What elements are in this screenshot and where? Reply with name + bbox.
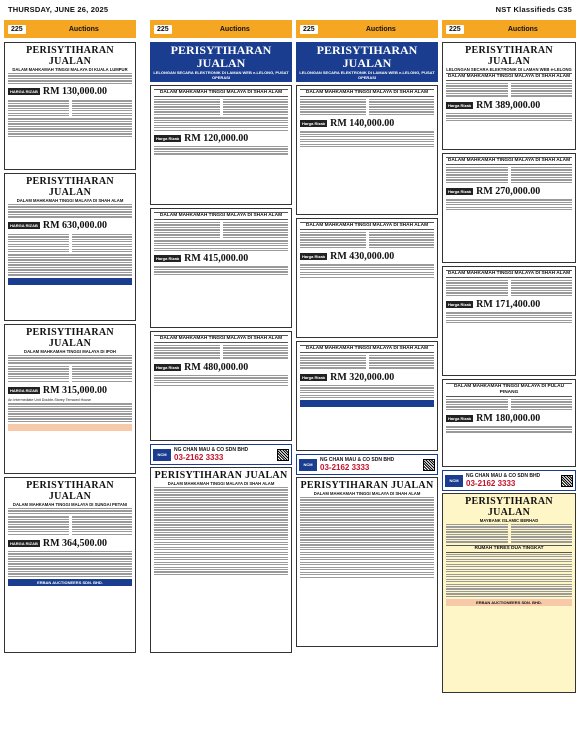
ad-price bbox=[8, 86, 132, 97]
ad-parties bbox=[446, 82, 572, 98]
ad-price bbox=[300, 118, 434, 129]
page-section-label: NST Klassifieds C35 bbox=[495, 4, 572, 14]
ad-price bbox=[154, 362, 288, 373]
auction-ad bbox=[4, 42, 136, 170]
ad-price bbox=[446, 186, 572, 197]
ad-title: PERISYTIHARAN JUALAN bbox=[154, 470, 288, 481]
ad-price bbox=[446, 100, 572, 111]
price-value: RM 130,000.00 bbox=[42, 86, 108, 98]
price-tag: Harga Rizab bbox=[448, 189, 472, 195]
price-tag: Harga Rizab bbox=[302, 121, 326, 127]
ad-text-block bbox=[8, 355, 132, 364]
ad-text-block bbox=[154, 240, 288, 251]
auction-banner bbox=[150, 42, 292, 82]
ad-price bbox=[446, 413, 572, 424]
ad-court: DALAM MAHKAMAH TINGGI MALAYA DI IPOH bbox=[24, 349, 116, 354]
ad-text-block bbox=[446, 426, 572, 432]
ad-text-block bbox=[8, 204, 132, 218]
column-2 bbox=[150, 42, 292, 727]
section-header-4 bbox=[442, 20, 576, 38]
ad-parties bbox=[154, 221, 288, 239]
ad-court: DALAM MAHKAMAH TINGGI MALAYA DI PULAU PINANG bbox=[446, 383, 572, 397]
ad-parties bbox=[8, 99, 132, 117]
auction-ad bbox=[296, 477, 438, 647]
price-value: RM 430,000.00 bbox=[330, 251, 395, 263]
section-header-3 bbox=[296, 20, 438, 38]
auction-ad bbox=[150, 331, 292, 441]
ad-title: PERISYTIHARAN JUALAN bbox=[26, 327, 114, 349]
auction-ad bbox=[442, 266, 576, 376]
price-tag: Harga Rizab bbox=[302, 374, 326, 380]
price-value: RM 270,000.00 bbox=[476, 186, 541, 198]
ad-parties bbox=[8, 365, 132, 383]
ad-court: DALAM MAHKAMAH TINGGI MALAYA DI SHAH ALAM bbox=[154, 212, 288, 220]
auction-ad bbox=[442, 379, 576, 467]
price-tag: Harga Rizab bbox=[156, 256, 180, 262]
ad-subtitle: LELONGAN SECARA ELEKTRONIK DI LAMAN WEB e-LELONG, PUSAT OPERASI bbox=[153, 70, 289, 80]
ad-notice-strip bbox=[300, 400, 434, 407]
ad-parties bbox=[446, 166, 572, 184]
ad-court: DALAM MAHKAMAH TINGGI MALAYA DI KUALA LUMPUR bbox=[12, 67, 128, 72]
price-value: RM 320,000.00 bbox=[330, 371, 395, 383]
price-tag: Harga Rizab bbox=[448, 102, 472, 108]
price-tag: HARGA RIZAB bbox=[10, 222, 38, 228]
auction-ad bbox=[150, 208, 292, 328]
ad-text-block bbox=[300, 264, 434, 278]
auction-ad bbox=[442, 42, 576, 150]
ad-text-block bbox=[300, 385, 434, 399]
ad-court: DALAM MAHKAMAH TINGGI MALAYA DI SHAH ALAM bbox=[447, 271, 571, 276]
ad-court: DALAM MAHKAMAH TINGGI MALAYA DI SHAH ALAM bbox=[16, 198, 124, 203]
price-value: RM 315,000.00 bbox=[42, 384, 108, 396]
ad-price bbox=[8, 538, 132, 549]
section-title: Auctions bbox=[507, 25, 538, 33]
auction-ad bbox=[296, 218, 438, 338]
auctioneer-contact bbox=[296, 454, 438, 475]
ad-court: DALAM MAHKAMAH TINGGI MALAYA DI SHAH ALAM bbox=[300, 222, 434, 230]
ad-text-block bbox=[446, 199, 572, 210]
section-number: 225 bbox=[8, 25, 26, 34]
page-date: THURSDAY, JUNE 26, 2025 bbox=[8, 4, 109, 14]
price-tag: HARGA RIZAB bbox=[10, 89, 38, 95]
price-value: RM 364,500.00 bbox=[42, 537, 108, 549]
auctioneer-logo: NCM bbox=[299, 459, 317, 471]
auctioneer-contact bbox=[150, 444, 292, 465]
section-header-2 bbox=[150, 20, 292, 38]
auction-ad bbox=[296, 85, 438, 215]
ad-parties bbox=[8, 233, 132, 254]
ad-notice-strip bbox=[8, 424, 132, 431]
ad-parties bbox=[154, 344, 288, 360]
qr-code-icon bbox=[423, 459, 435, 471]
ad-price bbox=[300, 251, 434, 262]
ad-text-block bbox=[8, 73, 132, 84]
ad-property-note: An Intermediate Unit Double-Storey Terraced House bbox=[8, 397, 92, 402]
price-tag: HARGA RIZAB bbox=[10, 540, 38, 546]
ad-title: PERISYTIHARAN JUALAN bbox=[465, 45, 553, 67]
ad-court: DALAM MAHKAMAH TINGGI MALAYA DI SHAH ALAM bbox=[300, 345, 434, 353]
auctioneer-phone: 03-2162 3333 bbox=[466, 479, 516, 488]
ad-text-block bbox=[300, 131, 434, 147]
auction-ad bbox=[4, 477, 136, 653]
qr-code-icon bbox=[277, 449, 289, 461]
ad-subtitle: LELONGAN SECARA ELEKTRONIK DI LAMAN WEB e-LELONG bbox=[446, 67, 572, 72]
ad-title: PERISYTIHARAN JUALAN bbox=[316, 43, 418, 70]
section-number: 225 bbox=[446, 25, 464, 34]
section-header-1 bbox=[4, 20, 136, 38]
page-header bbox=[0, 0, 580, 18]
price-value: RM 140,000.00 bbox=[330, 118, 395, 130]
ad-text-block bbox=[154, 146, 288, 155]
ad-text-block bbox=[8, 551, 132, 577]
price-value: RM 480,000.00 bbox=[184, 361, 249, 373]
auction-ad bbox=[4, 324, 136, 474]
ad-title: PERISYTIHARAN JUALAN bbox=[26, 45, 114, 67]
price-tag: Harga Rizab bbox=[448, 302, 472, 308]
price-value: RM 180,000.00 bbox=[476, 413, 541, 425]
price-value: RM 630,000.00 bbox=[42, 219, 108, 231]
price-tag: HARGA RIZAB bbox=[10, 387, 38, 393]
ad-notice-strip bbox=[8, 278, 132, 285]
price-value: RM 120,000.00 bbox=[184, 132, 249, 144]
ad-text-block bbox=[8, 403, 132, 422]
auction-ad bbox=[296, 341, 438, 451]
ad-title: PERISYTIHARAN JUALAN bbox=[26, 480, 114, 502]
price-tag: Harga Rizab bbox=[156, 135, 180, 141]
ad-court: DALAM MAHKAMAH TINGGI MALAYA DI SHAH ALAM bbox=[167, 481, 275, 486]
ad-price bbox=[446, 299, 572, 310]
ad-parties bbox=[154, 98, 288, 116]
ad-price bbox=[300, 372, 434, 383]
ad-court: DALAM MAHKAMAH TINGGI MALAYA DI SHAH ALAM bbox=[154, 335, 288, 343]
ad-price bbox=[8, 220, 132, 231]
section-title: Auctions bbox=[68, 25, 99, 33]
ad-price bbox=[154, 253, 288, 264]
ad-court: DALAM MAHKAMAH TINGGI MALAYA DI SHAH ALAM bbox=[447, 74, 571, 79]
auctioneer-phone: 03-2162 3333 bbox=[174, 453, 224, 462]
auction-ad bbox=[4, 173, 136, 321]
auctioneer-name: NG CHAN MAU & CO SDN BHD bbox=[174, 447, 249, 453]
price-tag: Harga Rizab bbox=[156, 364, 180, 370]
column-1 bbox=[4, 42, 136, 727]
qr-code-icon bbox=[561, 475, 573, 487]
ad-text-block bbox=[8, 118, 132, 137]
ad-parties bbox=[300, 354, 434, 370]
ad-court: DALAM MAHKAMAH TINGGI MALAYA DI SUNGAI PETANI bbox=[12, 502, 128, 507]
ad-text-block bbox=[446, 554, 572, 598]
column-3 bbox=[296, 42, 438, 727]
price-value: RM 415,000.00 bbox=[184, 253, 249, 265]
ad-text-block bbox=[446, 113, 572, 122]
price-tag: Harga Rizab bbox=[302, 254, 326, 260]
auction-ad bbox=[442, 493, 576, 693]
ad-text-block bbox=[154, 375, 288, 386]
price-tag: Harga Rizab bbox=[448, 416, 472, 422]
ad-court: DALAM MAHKAMAH TINGGI MALAYA DI SHAH ALAM bbox=[447, 158, 571, 163]
ad-court: DALAM MAHKAMAH TINGGI MALAYA DI SHAH ALAM bbox=[300, 89, 434, 97]
ad-plaintiff: MAYBANK ISLAMIC BERHAD bbox=[479, 518, 539, 523]
auctioneer-phone: 03-2162 3333 bbox=[320, 463, 370, 472]
ad-parties bbox=[446, 279, 572, 297]
auctioneer-logo: NCM bbox=[445, 475, 463, 487]
ad-parties bbox=[446, 398, 572, 411]
ad-parties bbox=[300, 231, 434, 249]
ad-court: DALAM MAHKAMAH TINGGI MALAYA DI SHAH ALAM bbox=[154, 89, 288, 97]
ad-parties bbox=[300, 98, 434, 116]
auctioneer-logo: NCM bbox=[153, 449, 171, 461]
section-title: Auctions bbox=[365, 25, 396, 33]
ad-price bbox=[8, 385, 132, 396]
price-value: RM 389,000.00 bbox=[476, 99, 541, 111]
auctioneer-name: ERBAN AUCTIONEERS SDN. BHD. bbox=[446, 599, 572, 606]
ad-title: PERISYTIHARAN JUALAN bbox=[170, 43, 272, 70]
ad-parties bbox=[8, 515, 132, 536]
ad-text-block bbox=[154, 487, 288, 575]
section-number: 225 bbox=[300, 25, 318, 34]
ad-title: PERISYTIHARAN JUALAN bbox=[465, 496, 553, 518]
auction-ad bbox=[442, 153, 576, 263]
auction-banner bbox=[296, 42, 438, 82]
ad-text-block bbox=[8, 508, 132, 514]
ad-subtitle: LELONGAN SECARA ELEKTRONIK DI LAMAN WEB e-LELONG, PUSAT OPERASI bbox=[299, 70, 435, 80]
section-number: 225 bbox=[154, 25, 172, 34]
column-4 bbox=[442, 42, 576, 727]
auction-ad bbox=[150, 467, 292, 653]
ad-title: PERISYTIHARAN JUALAN bbox=[26, 176, 114, 198]
ad-price bbox=[154, 133, 288, 144]
auctioneer-contact bbox=[442, 470, 576, 491]
price-value: RM 171,400.00 bbox=[476, 299, 541, 311]
ad-court: DALAM MAHKAMAH TINGGI MALAYA DI SHAH ALAM bbox=[313, 491, 421, 496]
ad-text-block bbox=[300, 497, 434, 578]
auctioneer-name: NG CHAN MAU & CO SDN BHD bbox=[466, 473, 541, 479]
ad-parties bbox=[446, 523, 572, 544]
ad-text-block bbox=[446, 312, 572, 323]
section-title: Auctions bbox=[219, 25, 250, 33]
auctioneer-name: NG CHAN MAU & CO SDN BHD bbox=[320, 457, 395, 463]
ad-text-block bbox=[154, 266, 288, 275]
auction-ad bbox=[150, 85, 292, 205]
ad-title: PERISYTIHARAN JUALAN bbox=[300, 480, 434, 491]
ad-property-type: RUMAH TERES DUA TINGKAT bbox=[446, 545, 572, 553]
ad-text-block bbox=[8, 254, 132, 275]
auctioneer-name: ERBAN AUCTIONEERS SDN. BHD. bbox=[8, 579, 132, 586]
ad-text-block bbox=[154, 117, 288, 131]
